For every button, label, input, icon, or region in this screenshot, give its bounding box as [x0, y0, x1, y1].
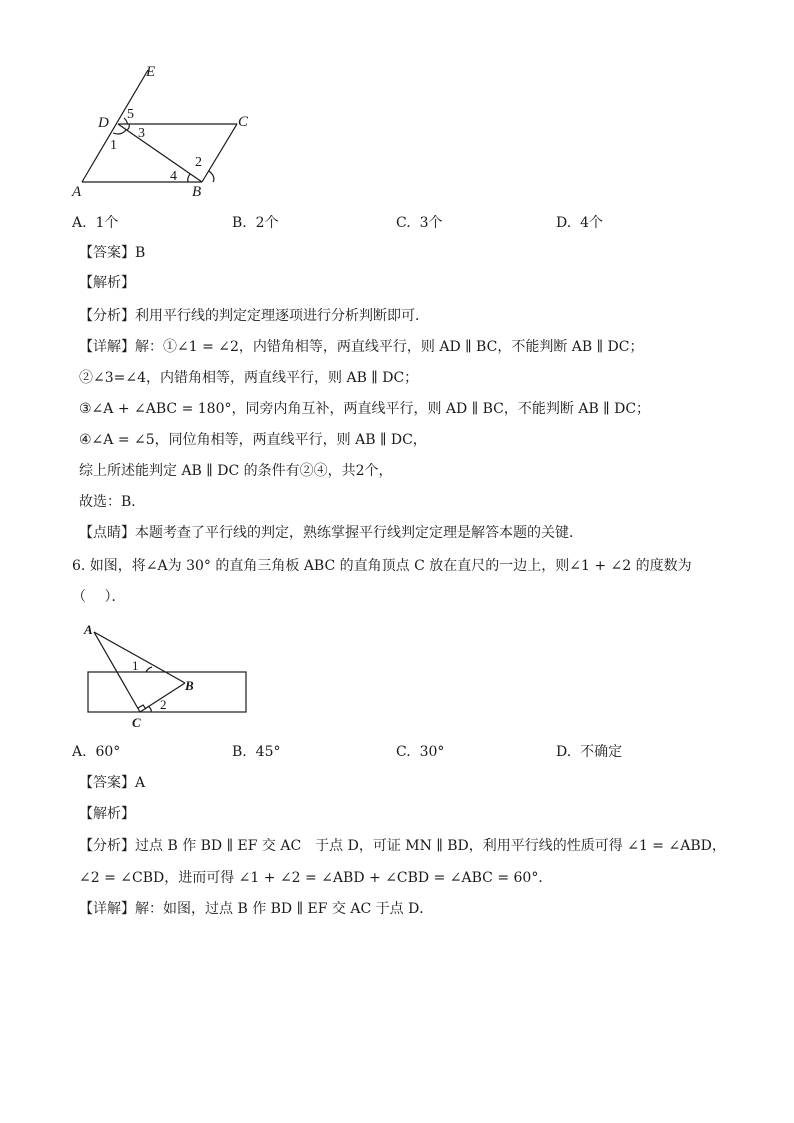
- q6-choice-c: C. 30°: [396, 744, 445, 760]
- q5-choice-d: D. 4个: [556, 215, 604, 231]
- angle-label-1: 1: [110, 138, 117, 153]
- q6-choice-d: D. 不确定: [556, 744, 623, 760]
- q6-analysis-heading: 【解析】: [79, 806, 135, 822]
- ruler: [88, 672, 246, 712]
- segment-AB: [94, 632, 185, 683]
- label-D: D: [98, 115, 109, 131]
- angle-arc-2: [209, 171, 214, 182]
- q5-detail-1: 【详解】解：①∠1 = ∠2，内错角相等，两直线平行，则 AD ∥ BC，不能判断 AB ∥ DC；: [79, 339, 644, 355]
- q5-detail-4: ④∠A = ∠5，同位角相等，两直线平行，则 AB ∥ DC，: [79, 432, 427, 448]
- q5-detail-6: 故选：B．: [79, 494, 146, 510]
- angle-label-3: 3: [138, 126, 145, 141]
- angle-label-5: 5: [127, 107, 134, 122]
- label-E: E: [146, 64, 156, 80]
- angle-arc-4: [188, 174, 190, 182]
- angle-arc-1: [113, 130, 126, 134]
- q5-detail-3: ③∠A + ∠ABC = 180°，同旁内角互补，两直线平行，则 AD ∥ BC，不能判断 AB ∥ DC；: [79, 401, 651, 417]
- q6-choice-a: A. 60°: [72, 744, 121, 760]
- q6-choice-b: B. 45°: [232, 744, 281, 760]
- label-A: A: [84, 622, 93, 637]
- q6-answer: 【答案】A: [79, 775, 146, 791]
- angle-label-2: 2: [160, 697, 167, 712]
- segment-DB: [118, 124, 202, 182]
- angle-label-4: 4: [170, 169, 177, 184]
- q5-detail-2: ②∠3=∠4，内错角相等，两直线平行，则 AB ∥ DC；: [79, 370, 419, 386]
- q6-fenxi-2: ∠2 = ∠CBD，进而可得 ∠1 + ∠2 = ∠ABD + ∠CBD = ∠ABC = 60°．: [79, 870, 553, 886]
- label-B: B: [185, 678, 194, 693]
- q5-choice-a: A. 1个: [72, 215, 119, 231]
- figure-triangle-ruler: [80, 620, 260, 735]
- angle-arc-2: [148, 706, 151, 712]
- label-A: A: [72, 184, 82, 200]
- q5-answer: 【答案】B: [79, 245, 146, 261]
- q5-choice-b: B. 2个: [232, 215, 279, 231]
- angle-arc-3: [127, 124, 129, 130]
- q5-fenxi: 【分析】利用平行线的判定定理逐项进行分析判断即可．: [79, 308, 429, 324]
- label-B: B: [192, 184, 202, 200]
- q5-choice-c: C. 3个: [396, 215, 443, 231]
- q5-detail-5: 综上所述能判定 AB ∥ DC 的条件有②④，共2个，: [79, 463, 393, 479]
- q6-stem-line2: （ ）．: [72, 589, 126, 605]
- angle-label-1: 1: [132, 658, 139, 673]
- label-C: C: [238, 114, 249, 130]
- angle-label-2: 2: [195, 155, 202, 170]
- q5-dianjing: 【点睛】本题考查了平行线的判定，熟练掌握平行线判定定理是解答本题的关键．: [79, 525, 583, 541]
- label-C: C: [132, 715, 141, 730]
- q5-analysis-heading: 【解析】: [79, 275, 135, 291]
- q6-detail: 【详解】解：如图，过点 B 作 BD ∥ EF 交 AC 于点 D．: [79, 901, 434, 917]
- q6-fenxi-1: 【分析】过点 B 作 BD ∥ EF 交 AC 于点 D，可证 MN ∥ BD，利用平行线的性质可得 ∠1 = ∠ABD，: [79, 838, 726, 854]
- figure-parallelogram: [70, 60, 270, 205]
- angle-arc-1: [146, 667, 152, 672]
- segment-CB: [202, 124, 237, 182]
- q6-stem-line1: 6. 如图，将∠A为 30° 的直角三角板 ABC 的直角顶点 C 放在直尺的一边上，则∠1 + ∠2 的度数为: [72, 558, 692, 574]
